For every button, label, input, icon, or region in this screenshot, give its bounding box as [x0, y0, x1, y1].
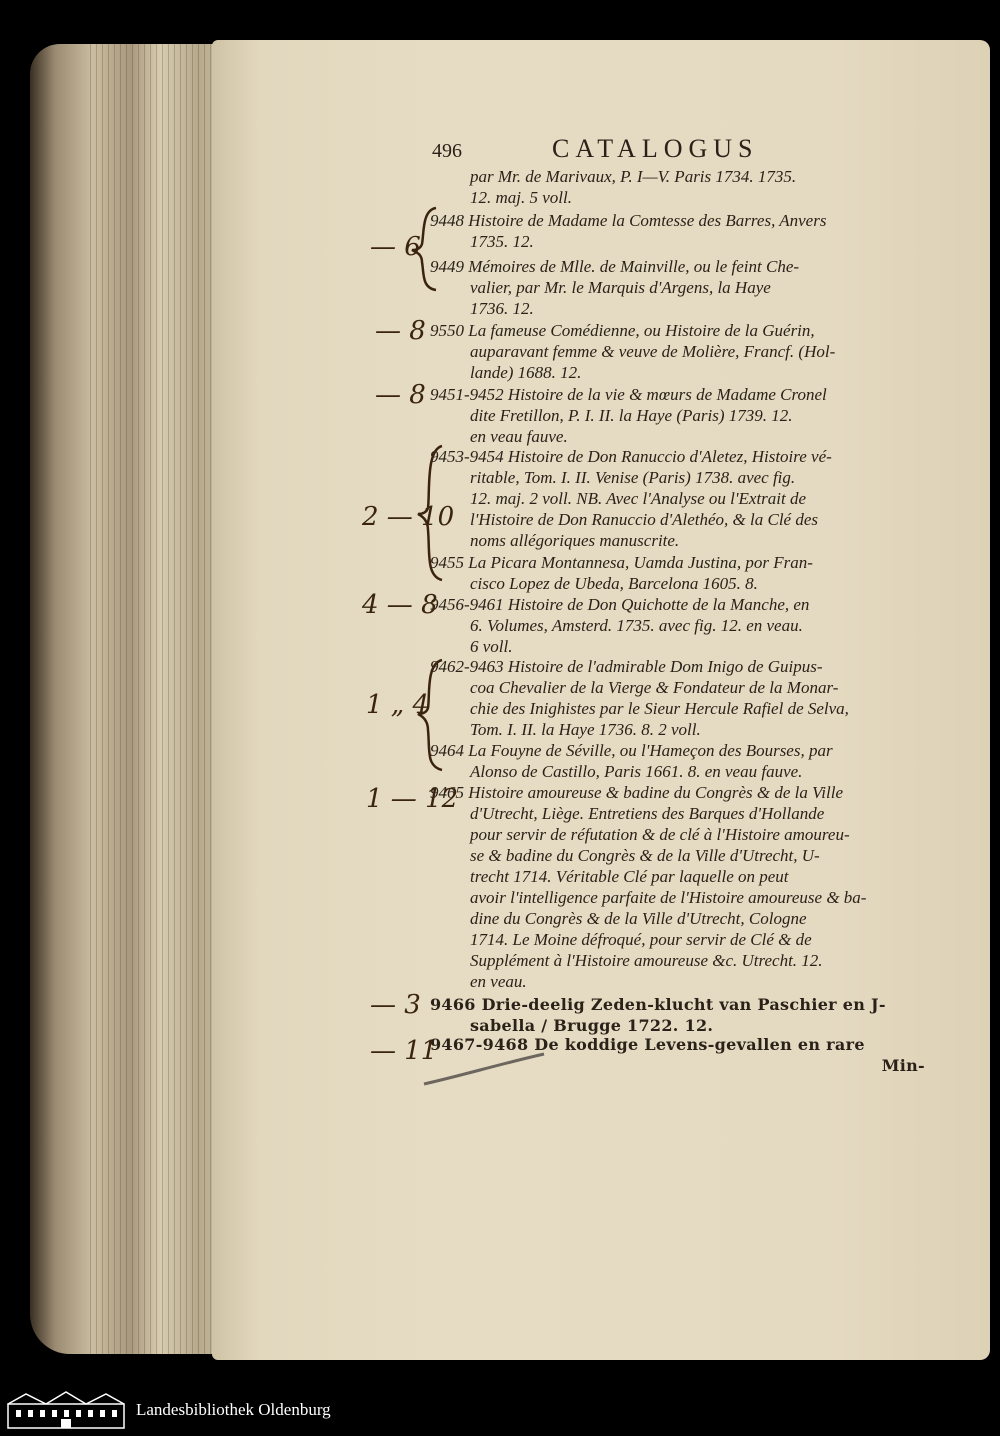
running-title: CATALOGUS	[552, 134, 759, 163]
pencil-underline-mark	[420, 1050, 550, 1090]
catalog-entry	[430, 210, 925, 252]
library-name: Landesbibliothek Oldenburg	[136, 1400, 331, 1419]
entry-line: Alonso de Castillo, Paris 1661. 8. en veau fauve.	[470, 762, 803, 781]
entry-line: trecht 1714. Véritable Clé par laquelle on peut	[470, 867, 789, 886]
handwritten-price: 2 — 10	[362, 502, 455, 532]
entry-line: cisco Lopez de Ubeda, Barcelona 1605. 8.	[470, 574, 758, 593]
entry-line: 12. maj. 5 voll.	[470, 188, 572, 207]
entry-line: 9465 Histoire amoureuse & badine du Congrès & de la Ville	[430, 783, 843, 802]
entry-line: Supplément à l'Histoire amoureuse &c. Utrecht. 12.	[470, 951, 823, 970]
entry-line: 9464 La Fouyne de Séville, ou l'Hameçon des Bourses, par	[430, 741, 833, 760]
entry-line: par Mr. de Marivaux, P. I—V. Paris 1734. 1735.	[470, 167, 797, 186]
handwritten-brace	[416, 442, 446, 584]
entry-line: sabella / Brugge 1722. 12.	[470, 1016, 714, 1035]
handwritten-price: 4 — 8	[362, 590, 438, 620]
handwritten-price: — 6	[370, 232, 421, 262]
handwritten-price: — 11	[370, 1036, 438, 1066]
handwritten-price: — 8	[375, 380, 426, 410]
catalog-entry	[430, 740, 925, 782]
entry-line: ritable, Tom. I. II. Venise (Paris) 1738. avec fig.	[470, 468, 796, 487]
entry-line: Min-	[881, 1056, 925, 1075]
handwritten-brace	[410, 204, 440, 294]
entry-line: 9453-9454 Histoire de Don Ranuccio d'Aletez, Histoire vé-	[430, 447, 832, 466]
catalog-entry	[430, 552, 925, 594]
entry-line: se & badine du Congrès & de la Ville d'Utrecht, U-	[470, 846, 820, 865]
entry-line: 12. maj. 2 voll. NB. Avec l'Analyse ou l'Extrait de	[470, 489, 807, 508]
entry-line: coa Chevalier de la Vierge & Fondateur de la Monar-	[470, 678, 839, 697]
entry-line: 1714. Le Moine défroqué, pour servir de Clé & de	[470, 930, 812, 949]
catalog-entry	[430, 166, 925, 208]
handwritten-brace	[416, 656, 446, 774]
catalog-entry	[430, 384, 925, 447]
entry-line: pour servir de réfutation & de clé à l'Histoire amoureu-	[470, 825, 850, 844]
entry-line: en veau.	[470, 972, 527, 991]
handwritten-price: — 8	[375, 316, 426, 346]
entry-line: dine du Congrès & de la Ville d'Utrecht, Cologne	[470, 909, 807, 928]
entry-line: 9467-9468 De koddige Levens-gevallen en rare	[430, 1035, 865, 1054]
entry-line: 9550 La fameuse Comédienne, ou Histoire de la Guérin,	[430, 321, 815, 340]
catalog-entry	[430, 320, 925, 383]
entry-line: chie des Inighistes par le Sieur Hercule Rafiel de Selva,	[470, 699, 849, 718]
entry-line: 9451-9452 Histoire de la vie & mœurs de Madame Cronel	[430, 385, 827, 404]
page-number: 496	[432, 140, 462, 162]
entry-line: noms allégoriques manuscrite.	[470, 531, 680, 550]
entry-line: 6 voll.	[470, 637, 513, 656]
catalog-entry	[430, 594, 925, 657]
entry-line: 1736. 12.	[470, 299, 534, 318]
entry-line: dite Fretillon, P. I. II. la Haye (Paris) 1739. 12.	[470, 406, 793, 425]
catalog-entry	[430, 782, 925, 992]
library-building-icon	[6, 1390, 126, 1430]
entry-line: 9466 Drie-deelig Zeden-klucht van Paschier en J-	[430, 995, 886, 1014]
entry-line: 9455 La Picara Montannesa, Uamda Justina, por Fran-	[430, 553, 813, 572]
entry-line: 1735. 12.	[470, 232, 534, 251]
catalog-entry	[430, 994, 925, 1036]
handwritten-price: 1 „ 4	[366, 690, 430, 720]
entry-line: l'Histoire de Don Ranuccio d'Alethéo, & la Clé des	[470, 510, 818, 529]
catalog-entry	[430, 256, 925, 319]
handwritten-price: — 3	[370, 990, 421, 1020]
page-header	[432, 134, 832, 166]
catalog-entry	[430, 446, 925, 551]
entry-line: d'Utrecht, Liège. Entretiens des Barques d'Hollande	[470, 804, 825, 823]
book-page-edges	[30, 44, 240, 1354]
catalog-entry	[430, 656, 925, 740]
entry-line: valier, par Mr. le Marquis d'Argens, la Haye	[470, 278, 771, 297]
library-footer	[0, 1384, 1000, 1436]
entry-line: en veau fauve.	[470, 427, 568, 446]
entry-line: avoir l'intelligence parfaite de l'Histoire amoureuse & ba-	[470, 888, 867, 907]
entry-line: 9462-9463 Histoire de l'admirable Dom Inigo de Guipus-	[430, 657, 823, 676]
entry-line: 6. Volumes, Amsterd. 1735. avec fig. 12. en veau.	[470, 616, 803, 635]
entry-line: auparavant femme & veuve de Molière, Francf. (Hol-	[470, 342, 836, 361]
entry-line: 9448 Histoire de Madame la Comtesse des Barres, Anvers	[430, 211, 827, 230]
entry-line: 9449 Mémoires de Mlle. de Mainville, ou le feint Che-	[430, 257, 800, 276]
entry-line: Tom. I. II. la Haye 1736. 8. 2 voll.	[470, 720, 701, 739]
entry-line: 9456-9461 Histoire de Don Quichotte de la Manche, en	[430, 595, 810, 614]
entry-line: lande) 1688. 12.	[470, 363, 582, 382]
handwritten-price: 1 — 12	[366, 784, 459, 814]
